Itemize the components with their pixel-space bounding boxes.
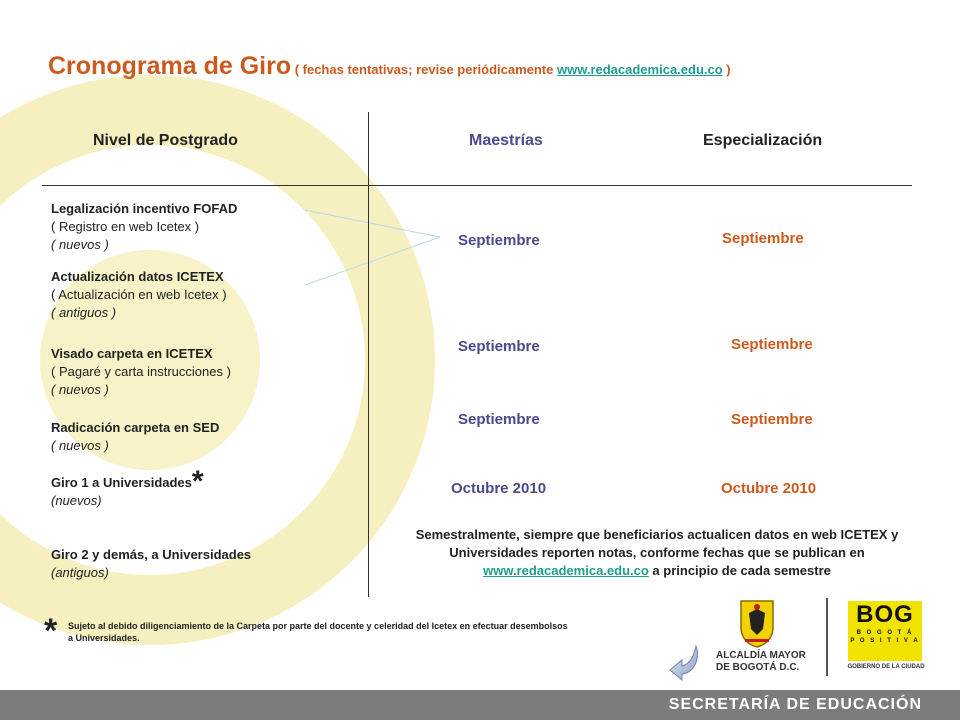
maestrias-value: Septiembre [458, 232, 540, 249]
bog-logo-subtitle: GOBIERNO DE LA CIUDAD [847, 664, 925, 670]
footnote-text: Sujeto al debido diligenciamiento de la Carpeta por parte del docente y celeridad del Icetex en efectuar desembolsos a Universidades. [68, 621, 568, 643]
footer-title: SECRETARÍA DE EDUCACIÓN [668, 696, 922, 713]
alcaldia-line-1: ALCALDÍA MAYOR [716, 650, 806, 661]
activity-title: Legalización incentivo FOFAD [51, 201, 238, 216]
activity-title: Giro 1 a Universidades [51, 475, 192, 490]
activity-note: ( antiguos ) [51, 305, 117, 320]
activity-note: ( nuevos ) [51, 438, 109, 453]
asterisk-mark: * [191, 465, 204, 498]
activity-radicacion [51, 419, 219, 455]
header-divider [42, 185, 912, 186]
especializacion-value: Octubre 2010 [721, 480, 817, 497]
maestrias-value: Octubre 2010 [451, 480, 547, 497]
alcaldia-line-2: DE BOGOTÁ D.C. [716, 662, 800, 673]
return-arrow-icon[interactable] [666, 642, 706, 682]
footnote-asterisk: * [44, 612, 58, 650]
activity-title: Visado carpeta en ICETEX [51, 346, 213, 361]
activity-note: (antiguos) [51, 565, 109, 580]
title-link[interactable]: www.redacademica.edu.co [556, 62, 723, 77]
activity-note: (nuevos) [51, 493, 102, 508]
header-maestrias: Maestrías [469, 132, 543, 149]
title-subtitle: ( fechas tentativas; revise periódicamente [291, 62, 557, 77]
activity-giro-2 [51, 546, 251, 582]
semestral-text-end: a principio de cada semestre [648, 563, 831, 578]
bogota-positiva-logo [848, 601, 922, 661]
bog-logo-text: BOG [856, 601, 914, 628]
especializacion-value: Septiembre [731, 411, 813, 428]
activity-title: Radicación carpeta en SED [51, 420, 220, 435]
activity-visado [51, 345, 231, 399]
maestrias-value: Septiembre [458, 411, 540, 428]
semestral-note [392, 526, 922, 580]
especializacion-value: Septiembre [731, 336, 813, 353]
especializacion-value: Septiembre [722, 230, 804, 247]
bog-logo-line-1: B O G O T Á [856, 630, 914, 636]
activity-note: ( nuevos ) [51, 237, 109, 252]
title-main: Cronograma de Giro [48, 52, 292, 80]
alcaldia-label [716, 650, 806, 674]
maestrias-value: Septiembre [458, 338, 540, 355]
header-especializacion: Especialización [703, 132, 823, 149]
header-level: Nivel de Postgrado [93, 132, 238, 149]
bog-logo-line-2: P O S I T I V A [850, 638, 920, 644]
activity-detail: ( Pagaré y carta instrucciones ) [51, 364, 231, 379]
activity-actualizacion [51, 268, 227, 322]
activity-detail: ( Actualización en web Icetex ) [51, 287, 227, 302]
title-close: ) [722, 62, 731, 77]
activity-title: Actualización datos ICETEX [51, 269, 224, 284]
activity-note: ( nuevos ) [51, 382, 109, 397]
footer-bar [0, 690, 960, 720]
activity-legalizacion [51, 200, 237, 254]
page-title [48, 52, 731, 81]
alcaldia-shield-icon [737, 599, 777, 649]
semestral-link[interactable]: www.redacademica.edu.co [483, 563, 649, 578]
column-divider [368, 112, 369, 597]
activity-title: Giro 2 y demás, a Universidades [51, 547, 252, 562]
activity-giro-1 [51, 465, 204, 510]
logo-divider [826, 598, 828, 676]
semestral-text: Semestralmente, siempre que beneficiarios actualicen datos en web ICETEX y Universidades reporten notas, conforme fechas que se publican en [415, 527, 899, 560]
activity-detail: ( Registro en web Icetex ) [51, 219, 200, 234]
